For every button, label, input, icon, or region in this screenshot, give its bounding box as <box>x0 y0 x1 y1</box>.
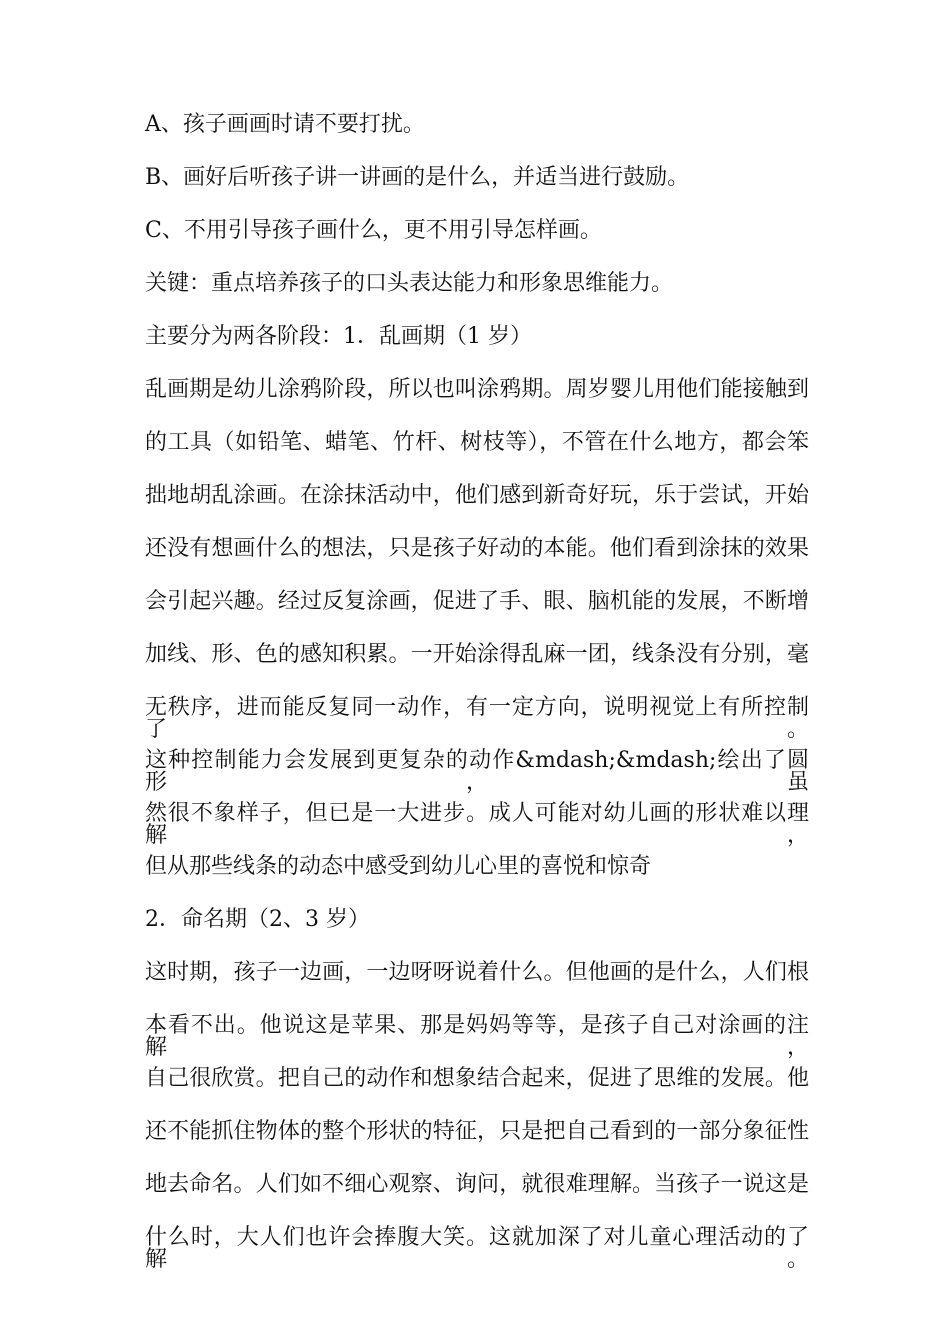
paragraph-line: 这种控制能力会发展到更复杂的动作&mdash;&mdash;绘出了圆形，虽 <box>145 748 809 795</box>
paragraph-line: 的工具（如铅笔、蜡笔、竹杆、树枝等），不管在什么地方，都会笨 <box>145 430 809 455</box>
naming-stage-heading: 2．命名期（2、3 岁） <box>145 907 370 932</box>
paragraph-line: 会引起兴趣。经过反复涂画，促进了手、眼、脑机能的发展，不断增 <box>145 589 809 614</box>
paragraph-line: 还没有想画什么的想法，只是孩子好动的本能。他们看到涂抹的效果 <box>145 536 809 561</box>
paragraph-line: 什么时，大人们也许会捧腹大笑。这就加深了对儿童心理活动的了解。 <box>145 1225 809 1272</box>
list-item-c: C、不用引导孩子画什么，更不用引导怎样画。 <box>145 218 602 243</box>
paragraph-line: 本看不出。他说这是苹果、那是妈妈等等，是孩子自己对涂画的注解， <box>145 1013 809 1060</box>
paragraph-line: 还不能抓住物体的整个形状的特征，只是把自己看到的一部分象征性 <box>145 1119 809 1144</box>
paragraph-line: 无秩序，进而能反复同一动作，有一定方向，说明视觉上有所控制了。 <box>145 695 809 742</box>
scribble-stage-paragraph <box>145 379 809 878</box>
paragraph-line: 加线、形、色的感知积累。一开始涂得乱麻一团，线条没有分别，毫 <box>145 642 809 667</box>
list-item-a: A、孩子画画时请不要打扰。 <box>145 112 425 137</box>
paragraph-line: 自己很欣赏。把自己的动作和想象结合起来，促进了思维的发展。他 <box>145 1066 809 1091</box>
stages-heading: 主要分为两各阶段：1．乱画期（1 岁） <box>145 324 532 349</box>
paragraph-line: 这时期，孩子一边画，一边呀呀说着什么。但他画的是什么，人们根 <box>145 960 809 985</box>
document-body <box>145 114 809 1280</box>
list-item-b: B、画好后听孩子讲一讲画的是什么，并适当进行鼓励。 <box>145 165 690 190</box>
naming-stage-paragraph <box>145 960 809 1272</box>
paragraph-line: 乱画期是幼儿涂鸦阶段，所以也叫涂鸦期。周岁婴儿用他们能接触到 <box>145 377 809 402</box>
key-point-line: 关键：重点培养孩子的口头表达能力和形象思维能力。 <box>145 271 674 296</box>
paragraph-line: 然很不象样子，但已是一大进步。成人可能对幼儿画的形状难以理解， <box>145 801 809 848</box>
paragraph-line: 拙地胡乱涂画。在涂抹活动中，他们感到新奇好玩，乐于尝试，开始 <box>145 483 809 508</box>
paragraph-line: 但从那些线条的动态中感受到幼儿心里的喜悦和惊奇 <box>145 854 652 879</box>
paragraph-line: 地去命名。人们如不细心观察、询问，就很难理解。当孩子一说这是 <box>145 1172 809 1197</box>
